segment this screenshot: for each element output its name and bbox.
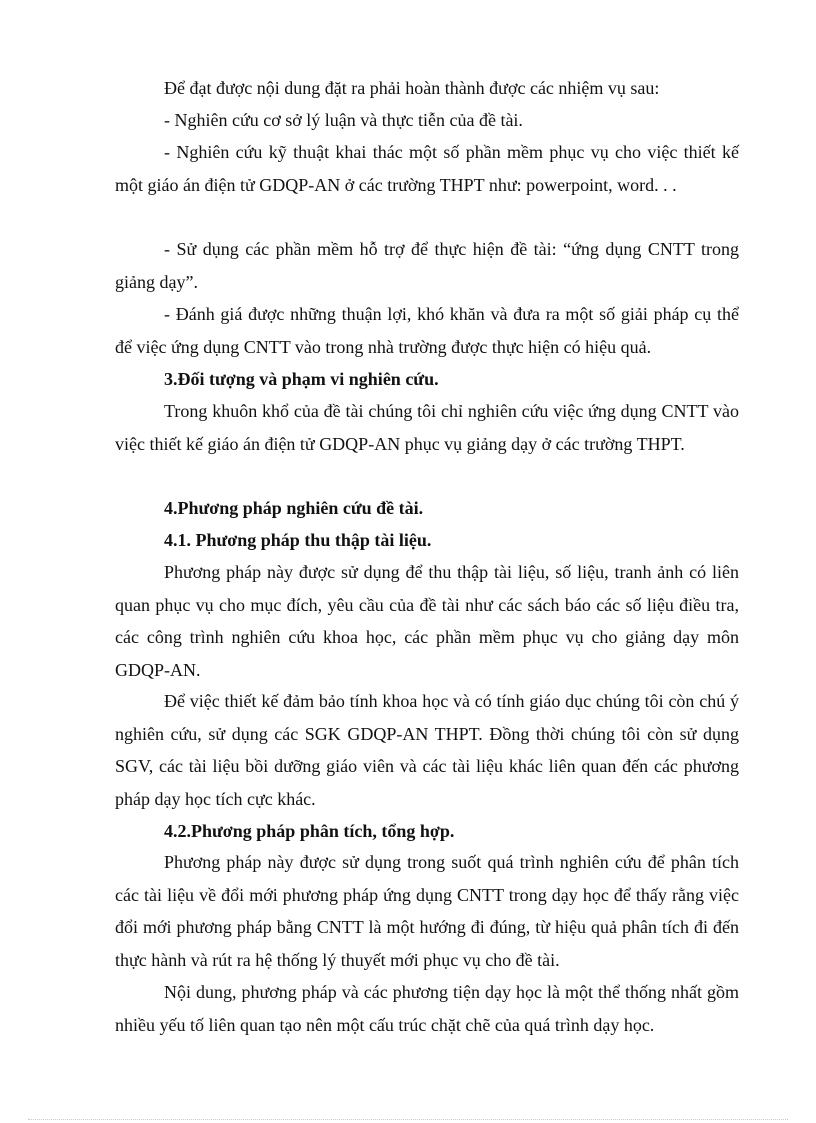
method-collect-paragraph: Phương pháp này được sử dụng để thu thập tài liệu, số liệu, tranh ảnh có liên quan phục vụ cho mục đích, yêu cầu của đề tài như các sách báo các số liệu điều tra, các công trình nghiên cứu khoa học, các phần mềm phục vụ cho giảng dạy môn GDQP-AN. bbox=[115, 562, 739, 680]
section-heading-4: 4.Phương pháp nghiên cứu đề tài. bbox=[164, 498, 424, 518]
method-design-paragraph: Để việc thiết kế đảm bảo tính khoa học và có tính giáo dục chúng tôi còn chú ý nghiên cứu, sử dụng các SGK GDQP-AN THPT. Đồng thời chúng tôi còn sử dụng SGV, các tài liệu bồi dưỡng giáo viên và các tài liệu khác liên quan đến các phương pháp dạy học tích cực khác. bbox=[115, 691, 739, 809]
task-item-theory: - Nghiên cứu cơ sở lý luận và thực tiễn của đề tài. bbox=[164, 110, 523, 130]
task-item-evaluate: - Đánh giá được những thuận lợi, khó khăn và đưa ra một số giải pháp cụ thể để việc ứng dụng CNTT vào trong nhà trường được thực hiện có hiệu quả. bbox=[115, 304, 739, 357]
task-item-apply: - Sử dụng các phần mềm hỗ trợ để thực hiện đề tài: “ứng dụng CNTT trong giảng dạy”. bbox=[115, 239, 739, 292]
section-heading-4-2: 4.2.Phương pháp phân tích, tổng hợp. bbox=[164, 821, 455, 841]
content-method-paragraph: Nội dung, phương pháp và các phương tiện dạy học là một thể thống nhất gồm nhiều yếu tố liên quan tạo nên một cấu trúc chặt chẽ của quá trình dạy học. bbox=[115, 982, 739, 1035]
section-heading-3: 3.Đối tượng và phạm vi nghiên cứu. bbox=[164, 369, 439, 389]
section-heading-4-1: 4.1. Phương pháp thu thập tài liệu. bbox=[164, 530, 432, 550]
page-bottom-divider bbox=[28, 1119, 788, 1120]
scope-paragraph: Trong khuôn khổ của đề tài chúng tôi chỉ nghiên cứu việc ứng dụng CNTT vào việc thiết kế giáo án điện tử GDQP-AN phục vụ giảng dạy ở các trường THPT. bbox=[115, 401, 739, 454]
task-item-software: - Nghiên cứu kỹ thuật khai thác một số phần mềm phục vụ cho việc thiết kế một giáo án điện tử GDQP-AN ở các trường THPT như: powerpoint, word. . . bbox=[115, 142, 739, 195]
method-analysis-paragraph: Phương pháp này được sử dụng trong suốt quá trình nghiên cứu để phân tích các tài liệu về đổi mới phương pháp ứng dụng CNTT trong dạy học để thấy rằng việc đổi mới phương pháp bằng CNTT là một hướng đi đúng, từ hiệu quả phân tích đi đến thực hành và rút ra hệ thống lý thuyết mới phục vụ cho đề tài. bbox=[115, 852, 739, 970]
task-intro-paragraph: Để đạt được nội dung đặt ra phải hoàn thành được các nhiệm vụ sau: bbox=[164, 78, 660, 98]
